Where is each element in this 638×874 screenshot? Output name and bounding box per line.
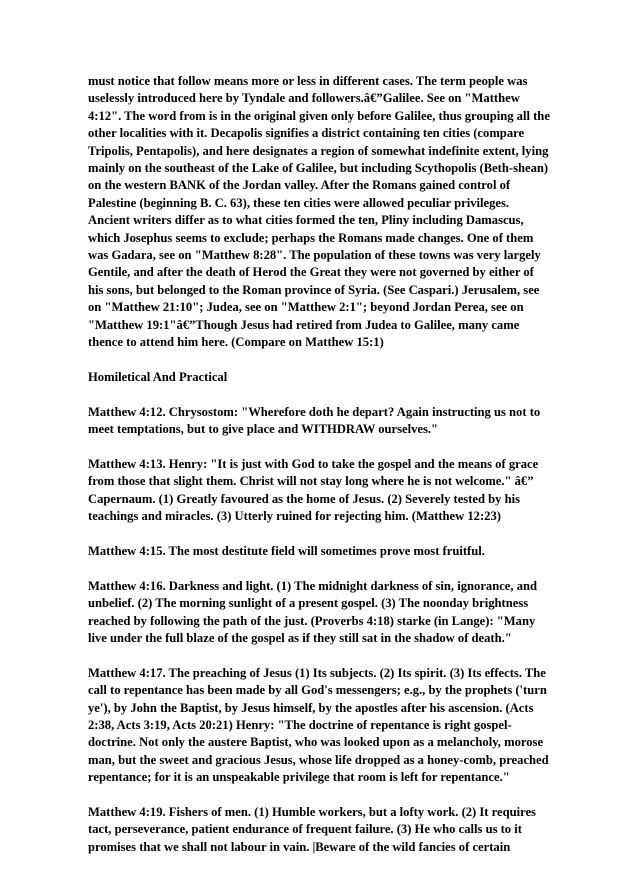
paragraph-matthew-4-19: Matthew 4:19. Fishers of men. (1) Humble workers, but a lofty work. (2) It requires tact, perseverance, patient endurance of frequent failure. (3) He who calls us to it promises that we shall not labour in vain. |Beware of the wild fancies of certain — [88, 804, 536, 854]
section-heading-homiletical: Homiletical And Practical — [88, 369, 228, 384]
paragraph-matthew-4-13: Matthew 4:13. Henry: "It is just with God to take the gospel and the means of grace from those that slight them. Christ will not stay long where he is not welcome." â€” Capernaum. (1) Greatly favoured as the home of Jesus. (2) Severely tested by his teachings and miracles. (3) Utterly ruined for rejecting him. (Matthew 12:23) — [88, 456, 539, 524]
paragraph-matthew-4-15: Matthew 4:15. The most destitute field will sometimes prove most fruitful. — [88, 543, 485, 558]
paragraph-decapolis: must notice that follow means more or less in different cases. The term people was uselessly introduced here by Tyndale and followers.â€”Galilee. See on "Matthew 4:12". The word from is in the original given only before Galilee, thus grouping all the other localities with it. Decapolis signifies a district containing ten cities (compare Tripolis, Pentapolis), and here designates a region of somewhat indefinite extent, lying mainly on the southeast of the Lake of Galilee, but including Scythopolis (Beth-shean) on the western BANK of the Jordan valley. After the Romans gained control of Palestine (beginning B. C. 63), these ten cities were allowed peculiar privileges. Ancient writers differ as to what cities formed the ten, Pliny including Damascus, which Josephus seems to exclude; perhaps the Romans made changes. One of them was Gadara, see on "Matthew 8:28". The population of these towns was very largely Gentile, and after the death of Herod the Great they were not governed by either of his sons, but belonged to the Roman province of Syria. (See Caspari.) Jerusalem, see on "Matthew 21:10"; Judea, see on "Matthew 2:1"; beyond Jordan Perea, see on "Matthew 19:1"â€”Though Jesus had retired from Judea to Galilee, many came thence to attend him here. (Compare on Matthew 15:1) — [88, 74, 550, 350]
paragraph-matthew-4-16: Matthew 4:16. Darkness and light. (1) The midnight darkness of sin, ignorance, and unbelief. (2) The morning sunlight of a present gospel. (3) The noonday brightness reached by following the path of the just. (Proverbs 4:18) starke (in Lange): "Many live under the full blaze of the gospel as if they still sat in the shadow of death." — [88, 578, 537, 645]
document-page — [88, 73, 550, 874]
paragraph-matthew-4-12: Matthew 4:12. Chrysostom: "Wherefore doth he depart? Again instructing us not to meet temptations, but to give place and WITHDRAW ourselves." — [88, 404, 541, 437]
paragraph-matthew-4-17: Matthew 4:17. The preaching of Jesus (1) Its subjects. (2) Its spirit. (3) Its effects. The call to repentance has been made by all God's messengers; e.g., by the prophets ('turn ye'), by John the Baptist, by Jesus himself, by the apostles after his ascension. (Acts 2:38, Acts 3:19, Acts 20:21) Henry: "The doctrine of repentance is right gospel-doctrine. Not only the austere Baptist, who was looked upon as a melancholy, morose man, but the sweet and gracious Jesus, whose life dropped as a honey-comb, preached repentance; for it is an unspeakable privilege that room is left for repentance." — [88, 665, 549, 785]
